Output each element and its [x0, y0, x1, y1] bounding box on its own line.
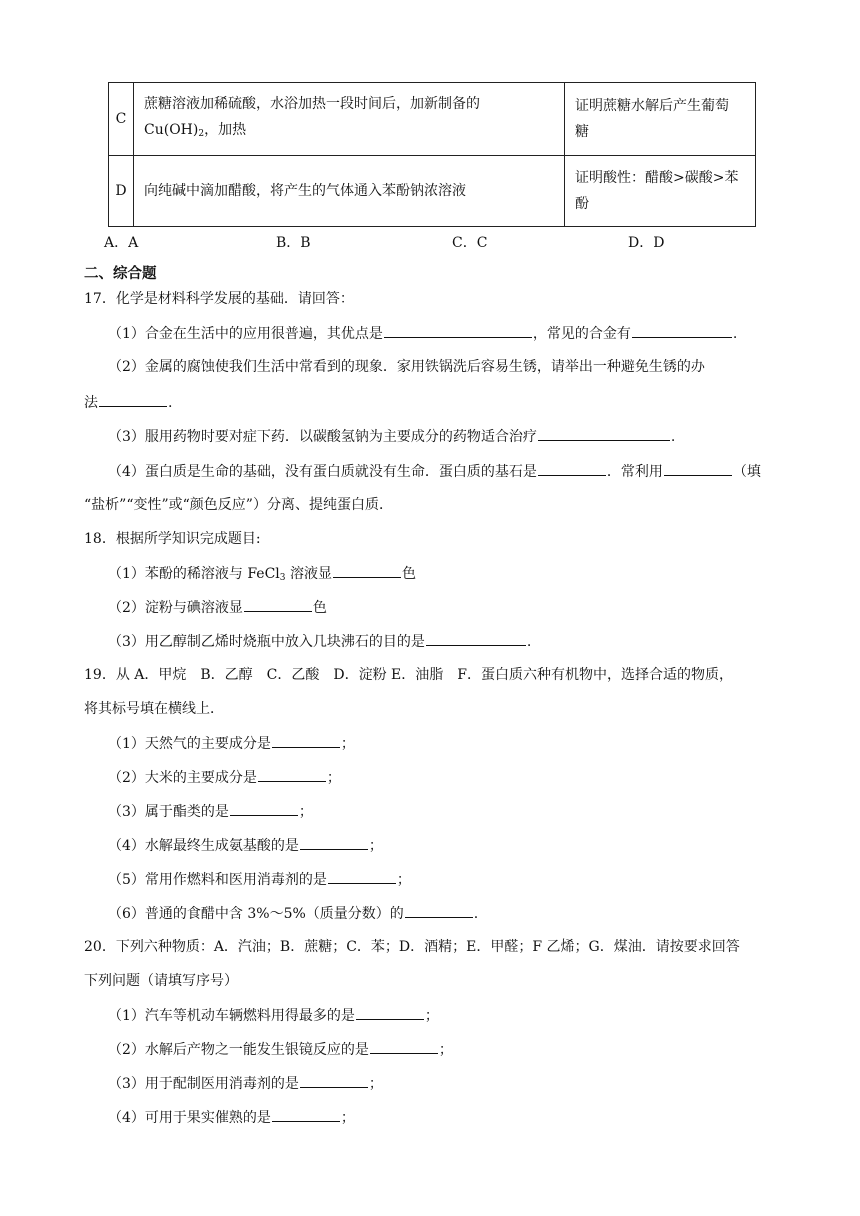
experiment-options-table [108, 82, 756, 227]
question-18-part-3: （3）用乙醇制乙烯时烧瓶中放入几块沸石的目的是 . [108, 630, 531, 653]
question-18-part-1: （1）苯酚的稀溶液与 FeCl$_3$ 溶液显 色 [108, 562, 416, 589]
operation-text-line: 蔗糖溶液加稀硫酸，水浴加热一段时间后，加新制备的 [144, 96, 480, 112]
choice-c[interactable]: C．C [452, 235, 488, 251]
question-17-part-4: （4）蛋白质是生命的基础，没有蛋白质就没有生命．蛋白质的基石是 ．常利用 （填 [108, 460, 761, 483]
question-19-item: （3）属于酯类的是 ； [108, 800, 313, 823]
operation-text-line: $Cu(OH)_2$，加热 [144, 122, 247, 139]
answer-blank[interactable] [333, 562, 401, 578]
section-heading: 二、综合题 [84, 266, 157, 282]
question-18-part-2: （2）淀粉与碘溶液显 色 [108, 596, 327, 619]
table-row [109, 83, 756, 156]
question-17-part-2: （2）金属的腐蚀使我们生活中常看到的现象．家用铁锅洗后容易生锈，请举出一种避免生锈的办 [108, 359, 705, 375]
question-19-item: （1）天然气的主要成分是 ； [108, 732, 355, 755]
choice-b[interactable]: B．B [276, 235, 311, 251]
answer-blank[interactable] [632, 322, 732, 338]
answer-blank[interactable] [244, 596, 312, 612]
question-20-stem: 20．下列六种物质：A．汽油；B．蔗糖；C．苯；D．酒精；E．甲醛；F 乙烯；G．煤油．请按要求回答 [84, 939, 740, 955]
question-17-part-3: （3）服用药物时要对症下药．以碳酸氢钠为主要成分的药物适合治疗 . [108, 425, 675, 448]
operation-cell: 向纯碱中滴加醋酸，将产生的气体通入苯酚钠浓溶液 [134, 156, 565, 227]
answer-blank[interactable] [538, 425, 670, 441]
question-20-stem-cont: 下列问题（请填写序号） [84, 973, 238, 989]
answer-blank[interactable] [300, 1072, 368, 1088]
answer-blank[interactable] [300, 834, 368, 850]
question-20-item: （1）汽车等机动车辆燃料用得最多的是 ； [108, 1004, 439, 1027]
question-17-stem: 17．化学是材料科学发展的基础．请回答： [84, 291, 354, 307]
answer-blank[interactable] [328, 868, 396, 884]
choice-d[interactable]: D．D [628, 235, 665, 251]
question-19-item: （6）普通的食醋中含 3%～5%（质量分数）的 . [108, 902, 478, 925]
option-letter: C [109, 83, 134, 156]
answer-blank[interactable] [356, 1004, 424, 1020]
question-17-part-4-cont: “盐析”“变性”或“颜色反应”）分离、提纯蛋白质． [84, 497, 393, 513]
answer-blank[interactable] [664, 460, 732, 476]
question-19-item: （5）常用作燃料和医用消毒剂的是 ； [108, 868, 411, 891]
option-letter: D [109, 156, 134, 227]
table-row [109, 156, 756, 227]
answer-blank[interactable] [405, 902, 473, 918]
answer-blank[interactable] [370, 1038, 438, 1054]
question-17-part-1: （1）合金在生活中的应用很普遍，其优点是 ，常见的合金有 . [108, 322, 737, 345]
question-19-stem: 19．从 A．甲烷 B．乙醇 C．乙酸 D．淀粉 E．油脂 F．蛋白质六种有机物中，选择合适的物质， [84, 667, 733, 683]
answer-blank[interactable] [272, 1106, 340, 1122]
answer-blank[interactable] [384, 322, 532, 338]
operation-cell [134, 83, 565, 156]
answer-blank[interactable] [272, 732, 340, 748]
answer-blank[interactable] [230, 800, 298, 816]
purpose-cell: 证明蔗糖水解后产生葡萄 糖 [565, 83, 756, 156]
answer-blank[interactable] [538, 460, 606, 476]
purpose-cell: 证明酸性：醋酸>碳酸>苯 酚 [565, 156, 756, 227]
question-20-item: （2）水解后产物之一能发生银镜反应的是 ； [108, 1038, 453, 1061]
question-17-part-2-cont: 法 . [84, 391, 172, 414]
answer-blank[interactable] [258, 766, 326, 782]
question-19-stem-cont: 将其标号填在横线上． [84, 701, 224, 717]
question-19-item: （4）水解最终生成氨基酸的是 ； [108, 834, 383, 857]
answer-blank[interactable] [99, 391, 167, 407]
question-18-stem: 18．根据所学知识完成题目: [84, 531, 261, 547]
answer-choices [0, 232, 860, 254]
question-20-item: （4）可用于果实催熟的是 ； [108, 1106, 355, 1129]
choice-a[interactable]: A．A [104, 235, 139, 251]
question-20-item: （3）用于配制医用消毒剂的是 ； [108, 1072, 383, 1095]
answer-blank[interactable] [426, 630, 526, 646]
question-19-item: （2）大米的主要成分是 ； [108, 766, 341, 789]
